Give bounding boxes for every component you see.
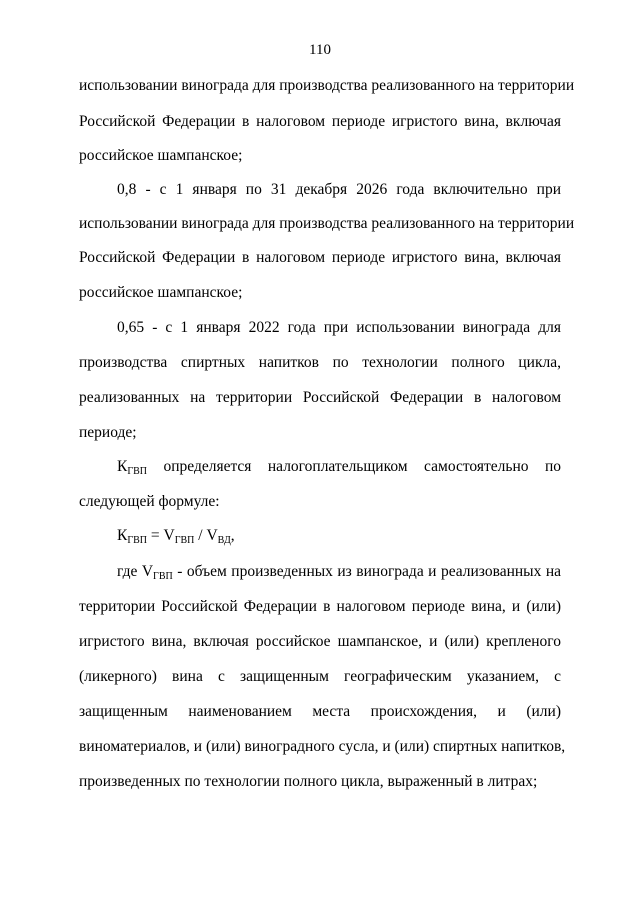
text-line: российское шампанское; xyxy=(79,147,243,164)
text-line: произведенных по технологии полного цикла, выраженный в литрах; xyxy=(79,773,538,790)
text-line: игристого вина, включая российское шампанское, и (или) крепленого xyxy=(79,633,561,650)
text-line: использовании винограда для производства реализованного на территории xyxy=(79,77,575,94)
formula: $К_{ГВП} = V_{ГВП} / V_{ВД}$, xyxy=(117,527,235,546)
text-line: периоде; xyxy=(79,424,137,441)
text-line: $К_{ГВП}$ определяется налогоплательщиком самостоятельно по xyxy=(117,458,561,477)
text-line: Российской Федерации в налоговом периоде игристого вина, включая xyxy=(79,249,561,266)
text-line: защищенным наименованием места происхождения, и (или) xyxy=(79,703,561,720)
text-line: виноматериалов, и (или) виноградного сусла, и (или) спиртных напитков, xyxy=(79,738,566,755)
text-line: российское шампанское; xyxy=(79,284,243,301)
text-line: следующей формуле: xyxy=(79,493,220,510)
text-line: производства спиртных напитков по технологии полного цикла, xyxy=(79,354,561,371)
text-line: использовании винограда для производства реализованного на территории xyxy=(79,215,575,232)
text-line: территории Российской Федерации в налоговом периоде вина, и (или) xyxy=(79,598,561,615)
text-line: где $V_{ГВП}$ - объем произведенных из винограда и реализованных на xyxy=(117,563,561,582)
text-line: Российской Федерации в налоговом периоде игристого вина, включая xyxy=(79,113,561,130)
text-line: реализованных на территории Российской Федерации в налоговом xyxy=(79,389,561,406)
k-gvp-symbol: $К_{ГВП}$ xyxy=(117,458,148,477)
page-number: 110 xyxy=(309,42,331,58)
text-line: (ликерного) вина с защищенным географическим указанием, с xyxy=(79,668,561,685)
text-line: 0,65 - с 1 января 2022 года при использовании винограда для xyxy=(117,319,561,336)
text-line: 0,8 - с 1 января по 31 декабря 2026 года включительно при xyxy=(117,181,561,198)
